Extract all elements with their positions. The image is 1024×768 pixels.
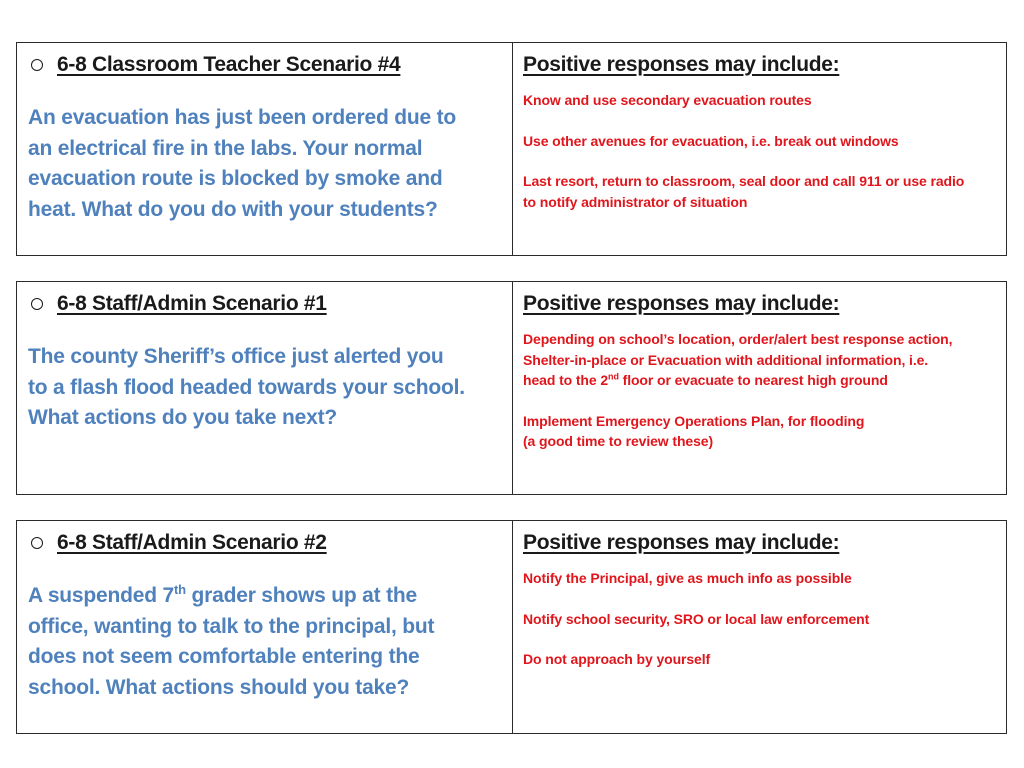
response-item	[523, 649, 996, 670]
scenario-description	[28, 342, 502, 434]
scenario-line: office, wanting to talk to the principal, but	[28, 614, 435, 638]
scenario-line: evacuation route is blocked by smoke and	[28, 167, 443, 190]
scenario-title-row	[28, 529, 502, 557]
circle-bullet-icon	[31, 298, 43, 310]
scenario-description	[28, 581, 502, 703]
responses-panel	[513, 43, 1006, 255]
response-line	[523, 370, 996, 391]
scenario-card-3	[16, 520, 1007, 734]
scenario-prompt	[17, 43, 513, 255]
scenario-line: does not seem comfortable entering the	[28, 645, 420, 668]
scenario-line: heat. What do you do with your students?	[28, 197, 438, 221]
response-text: floor or evacuate to nearest high ground	[618, 372, 888, 388]
response-line: Depending on school’s location, order/alert best response action,	[523, 331, 953, 347]
responses-list	[523, 329, 996, 452]
response-item	[523, 131, 996, 152]
response-item	[523, 411, 996, 452]
responses-list	[523, 90, 996, 212]
scenario-title: 6-8 Staff/Admin Scenario #1	[57, 292, 327, 315]
responses-heading: Positive responses may include:	[523, 292, 840, 315]
responses-panel	[513, 282, 1006, 494]
response-item	[523, 609, 996, 630]
response-line: Do not approach by yourself	[523, 651, 711, 667]
response-line: Shelter-in-place or Evacuation with additional information, i.e.	[523, 351, 929, 368]
scenario-card-1	[16, 42, 1007, 256]
response-item	[523, 568, 996, 589]
response-line: to notify administrator of situation	[523, 193, 748, 210]
responses-heading: Positive responses may include:	[523, 53, 840, 76]
scenario-line: What actions do you take next?	[28, 406, 338, 429]
response-line: Last resort, return to classroom, seal door and call 911 or use radio	[523, 173, 965, 189]
scenario-prompt	[17, 521, 513, 733]
scenario-line: an electrical fire in the labs. Your normal	[28, 136, 423, 160]
response-line: Notify school security, SRO or local law enforcement	[523, 610, 870, 627]
scenario-title: 6-8 Staff/Admin Scenario #2	[57, 531, 327, 554]
response-line: Notify the Principal, give as much info as possible	[523, 570, 852, 586]
scenario-prompt	[17, 282, 513, 494]
scenario-title-row	[28, 290, 502, 318]
response-item	[523, 329, 996, 391]
scenario-text: grader shows up at the	[185, 584, 417, 607]
responses-list	[523, 568, 996, 670]
scenario-line	[28, 581, 502, 612]
scenario-line: to a flash flood headed towards your school.	[28, 375, 465, 399]
scenario-description	[28, 103, 502, 225]
scenario-line: An evacuation has just been ordered due to	[28, 106, 457, 129]
scenario-line: school. What actions should you take?	[28, 675, 410, 699]
responses-panel	[513, 521, 1006, 733]
response-line: Implement Emergency Operations Plan, for flooding	[523, 412, 865, 429]
scenario-title-row	[28, 51, 502, 79]
ordinal-suffix: th	[174, 582, 186, 597]
scenario-card-2	[16, 281, 1007, 495]
scenario-text: A suspended 7	[28, 584, 174, 607]
response-line: (a good time to review these)	[523, 433, 714, 449]
scenario-title: 6-8 Classroom Teacher Scenario #4	[57, 53, 401, 76]
response-text: head to the 2	[523, 372, 609, 388]
ordinal-suffix: nd	[608, 371, 619, 382]
scenario-line: The county Sheriff’s office just alerted you	[28, 345, 444, 368]
response-item	[523, 171, 996, 212]
response-line: Know and use secondary evacuation routes	[523, 92, 812, 108]
circle-bullet-icon	[31, 59, 43, 71]
circle-bullet-icon	[31, 537, 43, 549]
responses-heading: Positive responses may include:	[523, 531, 840, 554]
response-item	[523, 90, 996, 111]
response-line: Use other avenues for evacuation, i.e. break out windows	[523, 132, 899, 149]
